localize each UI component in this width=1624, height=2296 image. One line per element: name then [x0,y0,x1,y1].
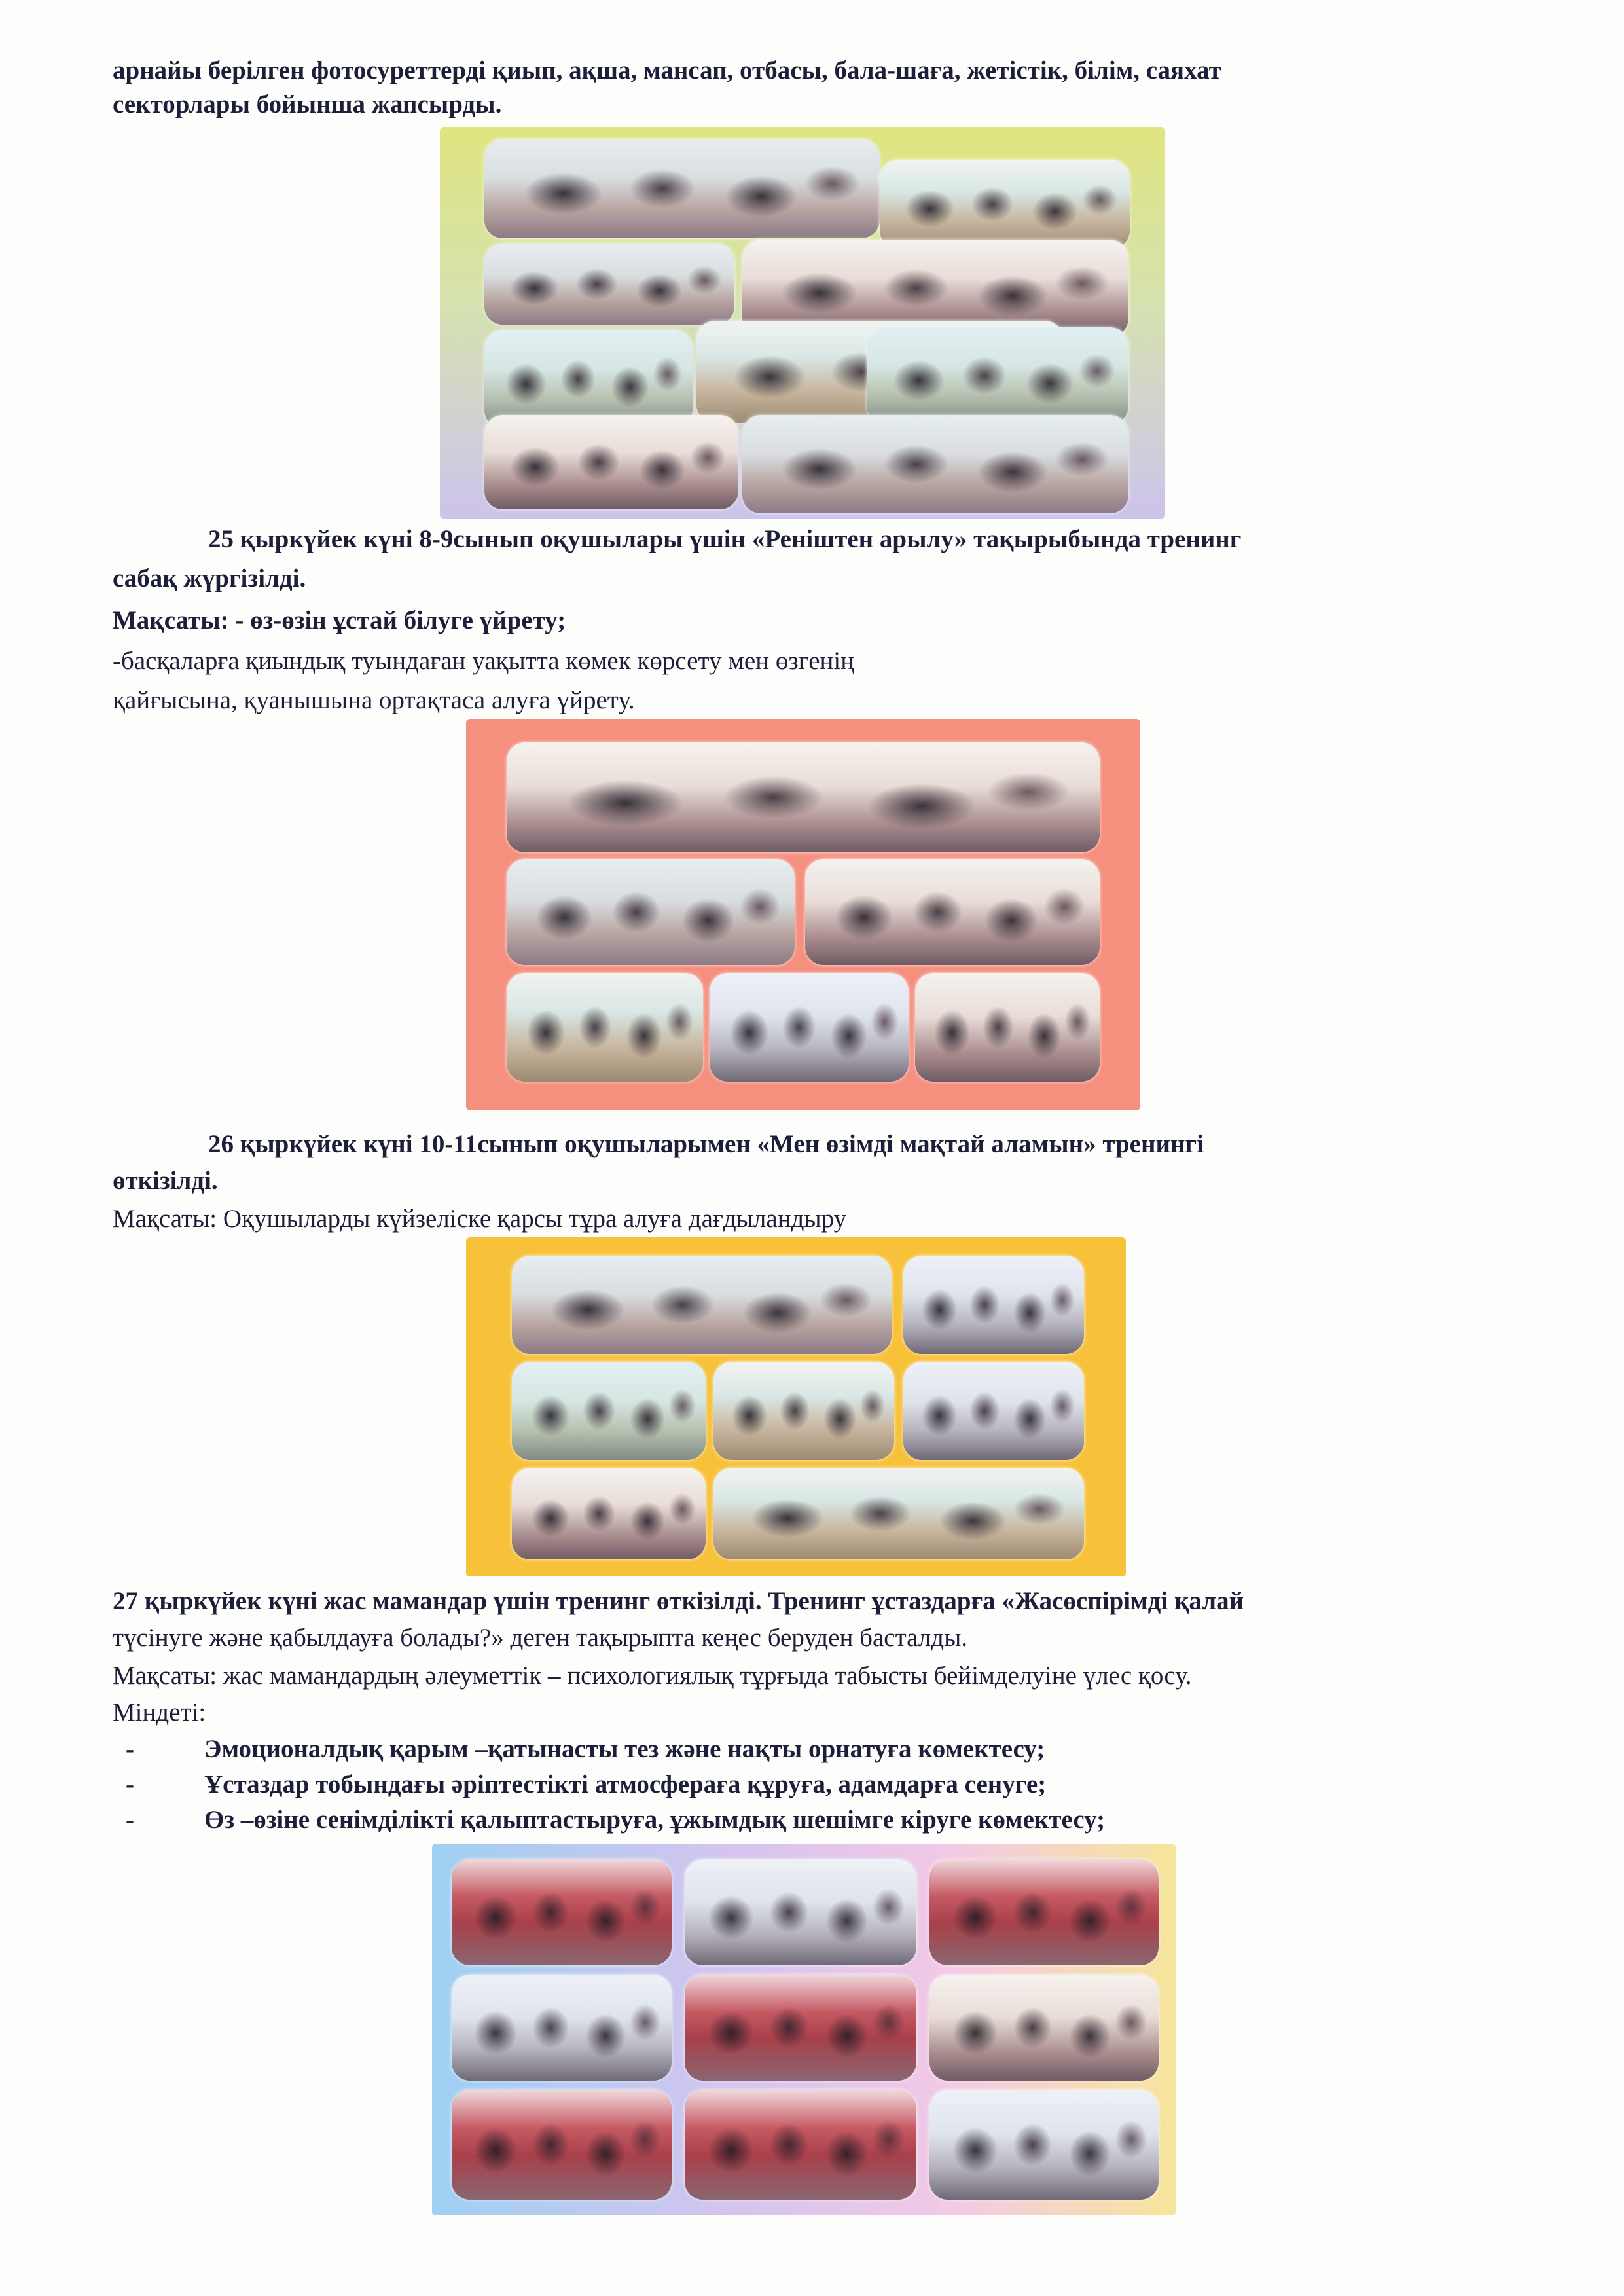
collage-2-photo [507,859,795,965]
photo-collage-1 [440,127,1165,519]
section-3-line-1: 27 қыркүйек күні жас мамандар үшін тренинг өткізілді. Тренинг ұстаздарға «Жасөспірімді қалай [113,1587,1244,1615]
collage-3-photo [713,1468,1084,1559]
task-item-3: Өз –өзіне сенімділікті қалыптастыруға, ұжымдық шешімге кіруге көмектесу; [204,1806,1106,1834]
task-item-2: Ұстаздар тобындағы әріптестікті атмосфераға құруға, адамдарға сенуге; [204,1770,1047,1798]
collage-3-photo [903,1256,1084,1354]
collage-2-photo [507,973,703,1082]
section-1-line-2: сабақ жүргізілді. [113,564,306,592]
collage-2-photo [915,973,1100,1082]
section-1-line-1: 25 қыркүйек күні 8-9сынып оқушылары үшін «Реніштен арылу» тақырыбында тренинг [208,525,1242,553]
collage-4-photo [452,1975,672,2081]
bullet-dash: - [126,1770,134,1798]
collage-1-photo [484,244,734,325]
collage-1-photo [867,327,1128,424]
collage-3-photo [512,1256,892,1354]
collage-4-photo [452,2090,672,2200]
collage-1-photo [880,160,1130,249]
collage-4-photo [685,2090,916,2200]
collage-4-photo [929,2090,1159,2200]
photo-collage-2 [466,719,1140,1110]
collage-1-photo [484,415,738,509]
section-3-task-label: Міндеті: [113,1698,206,1726]
task-item-1: Эмоционалдық қарым –қатынасты тез және нақты орнатуға көмектесу; [204,1735,1045,1763]
collage-4-photo [685,1859,916,1965]
section-3-line-2: түсінуге және қабылдауға болады?» деген тақырыпта кеңес беруден басталды. [113,1624,968,1652]
collage-4-photo [929,1975,1159,2081]
collage-3-photo [512,1362,706,1460]
collage-1-photo [484,139,880,238]
section-1-goal-2-line-2: қайғысына, қуанышына ортақтаса алуға үйрету. [113,686,635,714]
collage-4-photo [685,1975,916,2081]
collage-4-photo [452,1859,672,1965]
intro-line-2: секторлары бойынша жапсырды. [113,90,502,118]
section-2-line-1: 26 қыркүйек күні 10-11сынып оқушыларымен «Мен өзімді мақтай аламын» тренингі [208,1130,1204,1158]
collage-2-photo [805,859,1100,965]
collage-4-photo [929,1859,1159,1965]
collage-3-photo [903,1362,1084,1460]
photo-collage-3 [466,1237,1126,1576]
section-2-goal: Мақсаты: Оқушыларды күйзеліске қарсы тұра алуға дағдыландыру [113,1205,847,1233]
collage-3-photo [713,1362,894,1460]
intro-line-1: арнайы берілген фотосуреттерді қиып, ақша, мансап, отбасы, бала-шаға, жетістік, білім, саяхат [113,56,1221,84]
bullet-dash: - [126,1735,134,1763]
collage-1-photo [484,330,693,428]
section-1-goal-2-line-1: -басқаларға қиындық туындаған уақытта көмек көрсету мен өзгенің [113,647,855,675]
section-1-goal: Мақсаты: - өз-өзін ұстай білуге үйрету; [113,606,566,634]
collage-2-photo [507,742,1100,852]
section-2-line-2: өткізілді. [113,1167,218,1195]
photo-collage-4 [432,1844,1176,2215]
collage-2-photo [710,973,909,1082]
bullet-dash: - [126,1806,134,1834]
collage-1-photo [742,415,1128,513]
collage-3-photo [512,1468,706,1559]
section-3-goal: Мақсаты: жас мамандардың әлеуметтік – психологиялық тұрғыда табысты бейімделуіне үлес қосу. [113,1662,1192,1690]
